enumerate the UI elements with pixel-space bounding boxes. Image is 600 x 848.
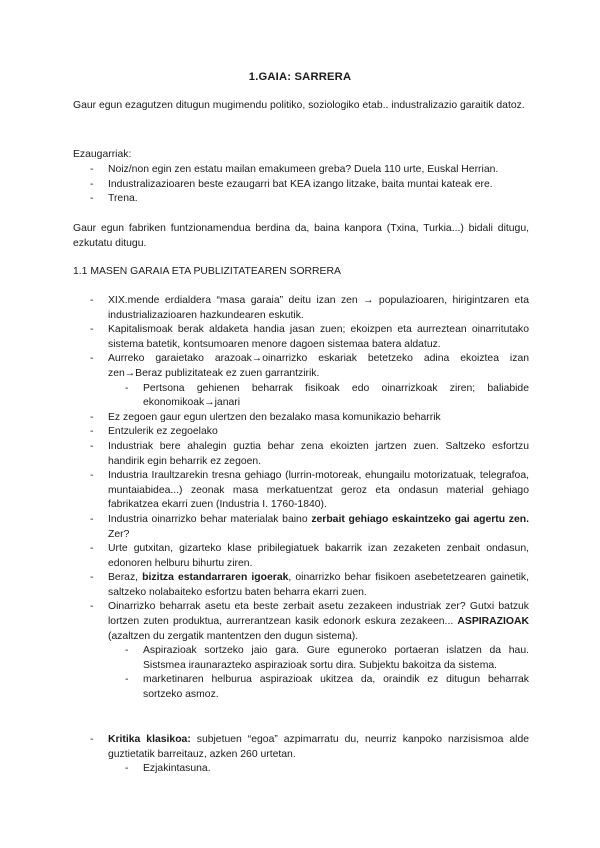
list-item-text: subjetuen “egoa” azpimarratu du, neurriz kanpoko narzisismoa alde guztietatik barreitauz, azken 260 urtetan.: [108, 734, 530, 760]
list-item: - Kapitalismoak berak aldaketa handia jasan zuen; ekoizpen eta aurreztean oinarritutako sistema batetik, kontsumoaren menore dagoen sistemaa batera aldatuz.: [73, 323, 529, 352]
list-item: - Ez zegoen gaur egun ulertzen den bezalako masa komunikazio beharrik: [73, 411, 529, 426]
list-item: [73, 513, 529, 542]
list-item-text: Industria oinarrizko behar materialak baino: [108, 513, 312, 525]
sub-list-item: - Ezjakintasuna.: [108, 762, 529, 777]
sub-list: [108, 644, 529, 702]
list-item: - Noiz/non egin zen estatu mailan emakumeen greba? Duela 110 urte, Euskal Herrian.: [73, 163, 529, 178]
list-item: - Industria Iraultzarekin tresna gehiago (lurrin-motoreak, ehungailu motorizatuak, telegrafoa, muntaiabidea...) zeonak masa merkatuentzat geroz eta ondasun material gehiago fabrikatzea ekarri zuen (Industria I. 1760-1840).: [73, 469, 529, 513]
sub-list: [108, 762, 529, 777]
intro-paragraph: Gaur egun ezagutzen ditugun mugimendu politiko, soziologiko etab.. industralizazio garaitik datoz.: [73, 100, 525, 111]
bold-phrase: Kritika klasikoa:: [108, 734, 191, 745]
list-item: - Entzulerik ez zegoelako: [73, 425, 529, 440]
list-item: [73, 600, 529, 702]
list-item-text: , oinarrizko behar fisikoen asebetetzearen gainetik, saltzeko nolabaiteko esfortzu baten beharra ekarri zuen.: [108, 572, 529, 598]
features-list: [73, 163, 529, 207]
bold-phrase: ASPIRAZIOAK: [457, 616, 529, 628]
bold-phrase: zerbait gehiago eskaintzeko gai agertu zen.: [311, 513, 529, 525]
list-item-text: Oinarrizko beharrak asetu eta beste zerbait asetu zezakeen industriak zer? Gutxi batzuk lortzen zuten produktua, aurrerantzean kasik edonork eskura zezakeen...: [108, 601, 529, 628]
sub-list-item: - Pertsona gehienen beharrak fisikoak edo oinarrizkoak ziren; baliabide ekonomikoak→janari: [108, 382, 529, 411]
list-item: - XIX.mende erdialdera “masa garaia” deitu izan zen → populazioaren, hirigintzaren eta industrializazioaren hazkundearen eskutik.: [73, 294, 529, 323]
list-item-text: Zer?: [108, 528, 130, 540]
sub-list-item: - Aspirazioak sortzeko jaio gara. Gure eguneroko portaeran islatzen da hau. Sistsmea iraunarazteko aspirazioak sortu dira. Subjektu bakoitza da sistema.: [108, 644, 529, 673]
list-item: - Trena.: [73, 192, 529, 207]
list-item: - Industriak bere ahalegin guztia behar zena ekoizten jartzen zuen. Saltzeko esfortzu handirik egin beharrik ez zegoen.: [73, 440, 529, 469]
list-item-text: Beraz,: [108, 572, 143, 584]
list-item: - Industralizazioaren beste ezaugarri bat KEA izango litzake, baita muntai kateak ere.: [73, 178, 529, 193]
factories-paragraph: Gaur egun fabriken funtzionamendua berdina da, baina kanpora (Txina, Turkia...) bidali ditugu, ezkutatu ditugu.: [73, 223, 529, 249]
list-item-text: (azaltzen du zergatik mantentzen den dugun sistema).: [108, 630, 359, 642]
list-item-text: Aurreko garaietako arazoak→oinarrizko eskariak betetzeko adina ekoizteа izan zen→Beraz publizitateak ez zuen garrantzirik.: [108, 353, 529, 379]
list-item: [73, 571, 529, 600]
section-list: [73, 294, 529, 703]
page-title: 1.GAIA: SARRERA: [248, 71, 352, 83]
list-item: [73, 733, 529, 777]
sub-list: [108, 382, 529, 411]
critique-list: [73, 733, 529, 777]
list-item: [73, 352, 529, 410]
bold-phrase: bizitza estandarraren igoerak: [142, 572, 289, 584]
features-label: Ezaugarriak:: [73, 149, 132, 160]
sub-list-item: - marketinaren helburua aspirazioak ukitzea da, oraindik ez ditugun beharrak sortzeko asmoz.: [108, 673, 529, 702]
section-heading: 1.1 MASEN GARAIA ETA PUBLIZITATEAREN SORRERA: [73, 266, 341, 277]
list-item: - Urte gutxitan, gizarteko klase pribilegiatuek bakarrik izan zezaketen zenbait ondasun, edonoren helburu bihurtu ziren.: [73, 542, 529, 571]
